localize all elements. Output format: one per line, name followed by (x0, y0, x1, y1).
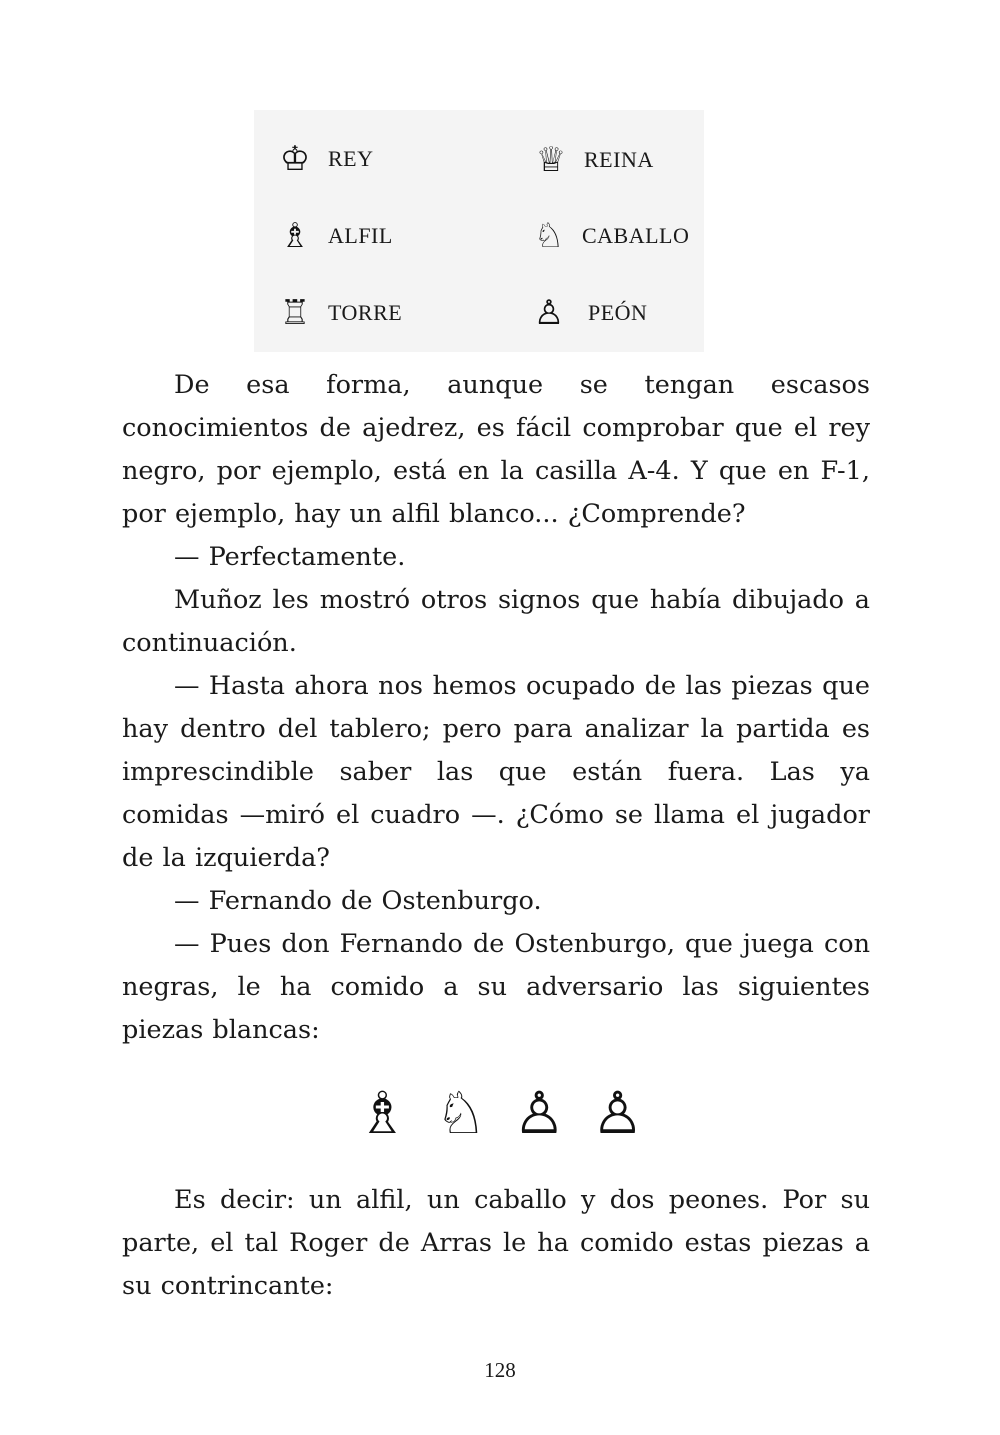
dialogue-line: — Pues don Fernando de Ostenburgo, que juega con negras, le ha comido a su adversario las siguientes piezas blancas: (122, 929, 870, 1045)
legend-label: ALFIL (328, 223, 393, 248)
legend-label: REY (328, 146, 374, 171)
legend-label: REINA (584, 147, 654, 172)
knight-icon: ♘ (533, 216, 565, 256)
paragraph: De esa forma, aunque se tengan escasos conocimientos de ajedrez, es fácil comprobar que el rey negro, por ejemplo, está en la casilla A-4. Y que en F-1, por ejemplo, hay un alfil blanco... ¿Comprende? (122, 370, 870, 529)
king-icon: ♔ (279, 139, 311, 179)
legend-label: TORRE (328, 300, 403, 325)
body-text-bottom (122, 1179, 870, 1308)
pawn-icon: ♙ (591, 1079, 644, 1147)
dialogue-line: — Fernando de Ostenburgo. (174, 886, 542, 916)
captured-white-pieces (0, 1078, 1000, 1148)
knight-icon: ♘ (434, 1079, 487, 1147)
bishop-icon: ♗ (356, 1079, 409, 1147)
dialogue-line: — Perfectamente. (174, 542, 406, 572)
legend-item-bishop (272, 214, 393, 258)
legend-item-knight (526, 214, 689, 258)
chess-piece-legend (254, 110, 704, 352)
legend-item-pawn (526, 291, 647, 335)
rook-icon: ♖ (279, 293, 311, 333)
pawn-icon: ♙ (513, 1079, 566, 1147)
bishop-icon: ♗ (279, 216, 311, 256)
body-text-top (122, 364, 870, 1052)
queen-icon: ♕ (535, 140, 567, 180)
page-number: 128 (484, 1358, 516, 1382)
legend-item-queen (528, 138, 654, 182)
pawn-icon: ♙ (533, 293, 565, 333)
legend-label: CABALLO (582, 223, 690, 248)
legend-label: PEÓN (588, 300, 648, 325)
legend-item-rook (272, 291, 402, 335)
paragraph: Es decir: un alfil, un caballo y dos peones. Por su parte, el tal Roger de Arras le ha comido estas piezas a su contrincante: (122, 1185, 870, 1301)
legend-item-king (272, 137, 374, 181)
dialogue-line: — Hasta ahora nos hemos ocupado de las piezas que hay dentro del tablero; pero para analizar la partida es imprescindible saber las que están fuera. Las ya comidas —miró el cuadro —. ¿Cómo se llama el jugador de la izquierda? (122, 671, 870, 873)
paragraph: Muñoz les mostró otros signos que había dibujado a continuación. (122, 585, 870, 658)
